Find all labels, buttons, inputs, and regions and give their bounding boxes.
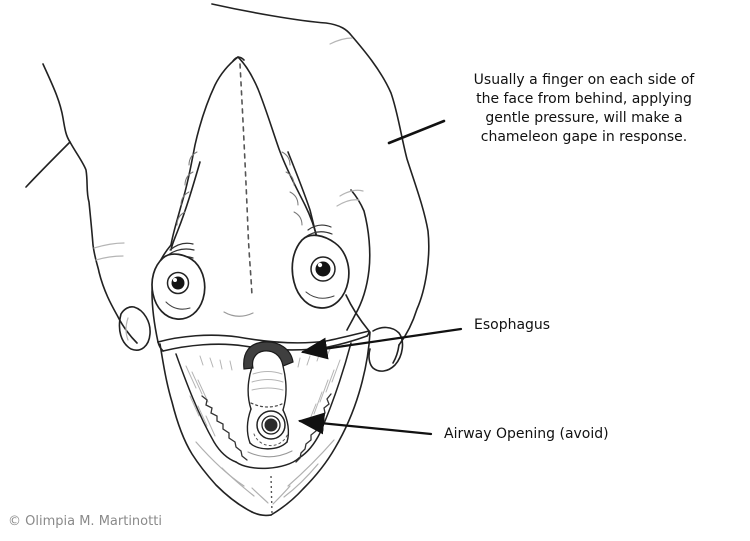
mouth-right-wall <box>299 343 351 458</box>
instruction-line: chameleon gape in response. <box>480 129 688 145</box>
mouth-left-wall <box>176 354 236 462</box>
casque-scale-rows <box>177 152 302 225</box>
casque-right-edge <box>238 57 318 241</box>
instruction-line: Usually a finger on each side of <box>473 72 695 88</box>
airway-opening-label: Airway Opening (avoid) <box>444 426 609 442</box>
copyright-credit: © Olimpia M. Martinotti <box>8 514 162 529</box>
right-pupil-highlight <box>318 263 322 267</box>
left-pupil <box>172 277 185 290</box>
right-finger-inner-edge <box>347 190 370 330</box>
left-finger <box>43 64 137 343</box>
esophagus-opening <box>244 342 293 369</box>
esophagus-label: Esophagus <box>474 317 551 333</box>
glottis-opening <box>254 411 288 446</box>
gular-midline-dotted <box>271 476 272 514</box>
gular-folds <box>196 440 334 504</box>
left-eye <box>152 243 205 319</box>
tongue-base-fold <box>248 451 292 457</box>
snout-curve <box>224 312 253 316</box>
left-finger-crease <box>26 142 70 187</box>
instruction-line: the face from behind, applying <box>476 91 692 107</box>
right-eye <box>292 225 349 308</box>
left-pupil-highlight <box>173 278 177 282</box>
tongue-striations <box>252 372 283 391</box>
temporal-ridge-left <box>171 162 200 250</box>
instruction-pointer-line <box>389 121 444 143</box>
instruction-text <box>458 71 710 147</box>
hand-outline <box>26 4 429 371</box>
tongue-fold-dotted <box>251 403 284 407</box>
temporal-ridge-right <box>288 152 318 244</box>
casque-median-ridge <box>240 64 252 296</box>
instruction-line: gentle pressure, will make a <box>485 110 683 126</box>
right-pupil <box>316 262 331 277</box>
glottis-hole <box>265 419 278 432</box>
casque-left-edge <box>171 57 238 245</box>
